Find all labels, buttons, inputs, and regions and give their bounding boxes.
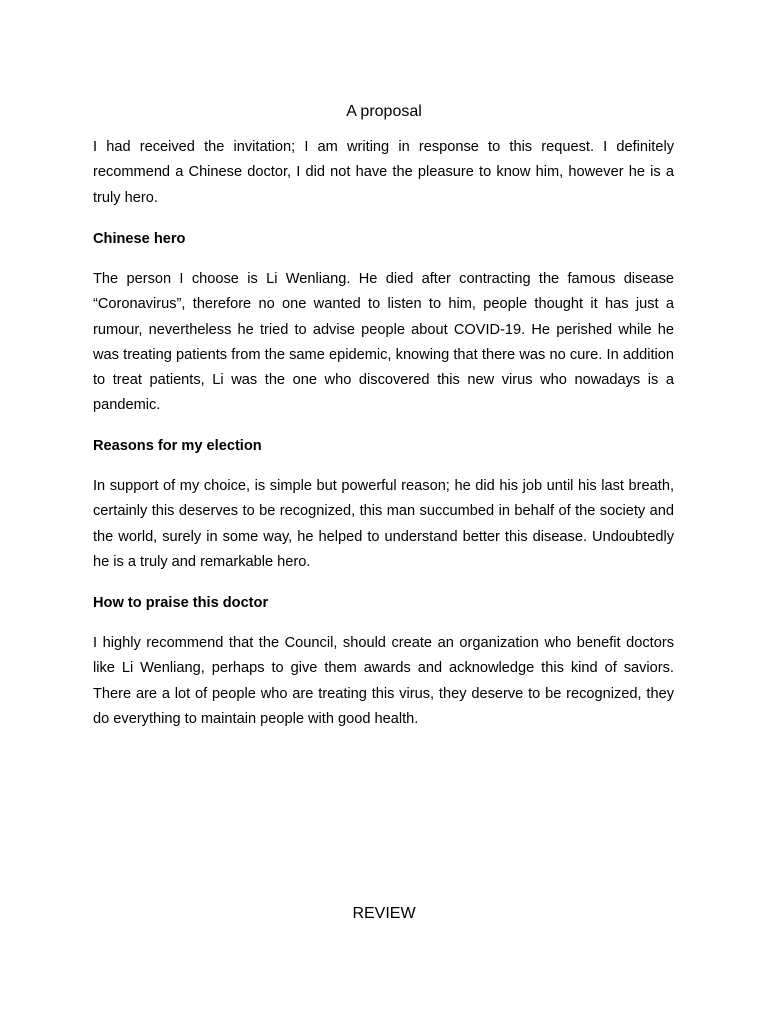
section-heading-chinese-hero: Chinese hero [93, 231, 186, 247]
section-paragraph-chinese-hero: The person I choose is Li Wenliang. He died after contracting the famous disease “Coronavirus”, therefore no one wanted to listen to him, people thought it has just a rumour, nevertheless he tried to advise people about COVID-19. He perished while he was treating patients from the same epidemic, knowing that there was no cure. In addition to treat patients, Li was the one who discovered this new virus who nowadays is a pandemic. [93, 271, 674, 414]
document-title: A proposal [346, 103, 422, 120]
section-paragraph-reasons: In support of my choice, is simple but powerful reason; he did his job until his last breath, certainly this deserves to be recognized, this man succumbed in behalf of the society and the world, surely in some way, he helped to understand better this disease. Undoubtedly he is a truly and remarkable hero. [93, 478, 674, 570]
section-heading-reasons: Reasons for my election [93, 438, 262, 454]
review-heading: REVIEW [352, 905, 416, 922]
section-heading-praise: How to praise this doctor [93, 595, 269, 611]
section-paragraph-praise: I highly recommend that the Council, should create an organization who benefit doctors like Li Wenliang, perhaps to give them awards and acknowledge this kind of saviors. There are a lot of people who are treating this virus, they deserve to be recognized, they do everything to maintain people with good health. [93, 635, 674, 727]
intro-paragraph: I had received the invitation; I am writing in response to this request. I definitely recommend a Chinese doctor, I did not have the pleasure to know him, however he is a truly hero. [93, 139, 674, 206]
